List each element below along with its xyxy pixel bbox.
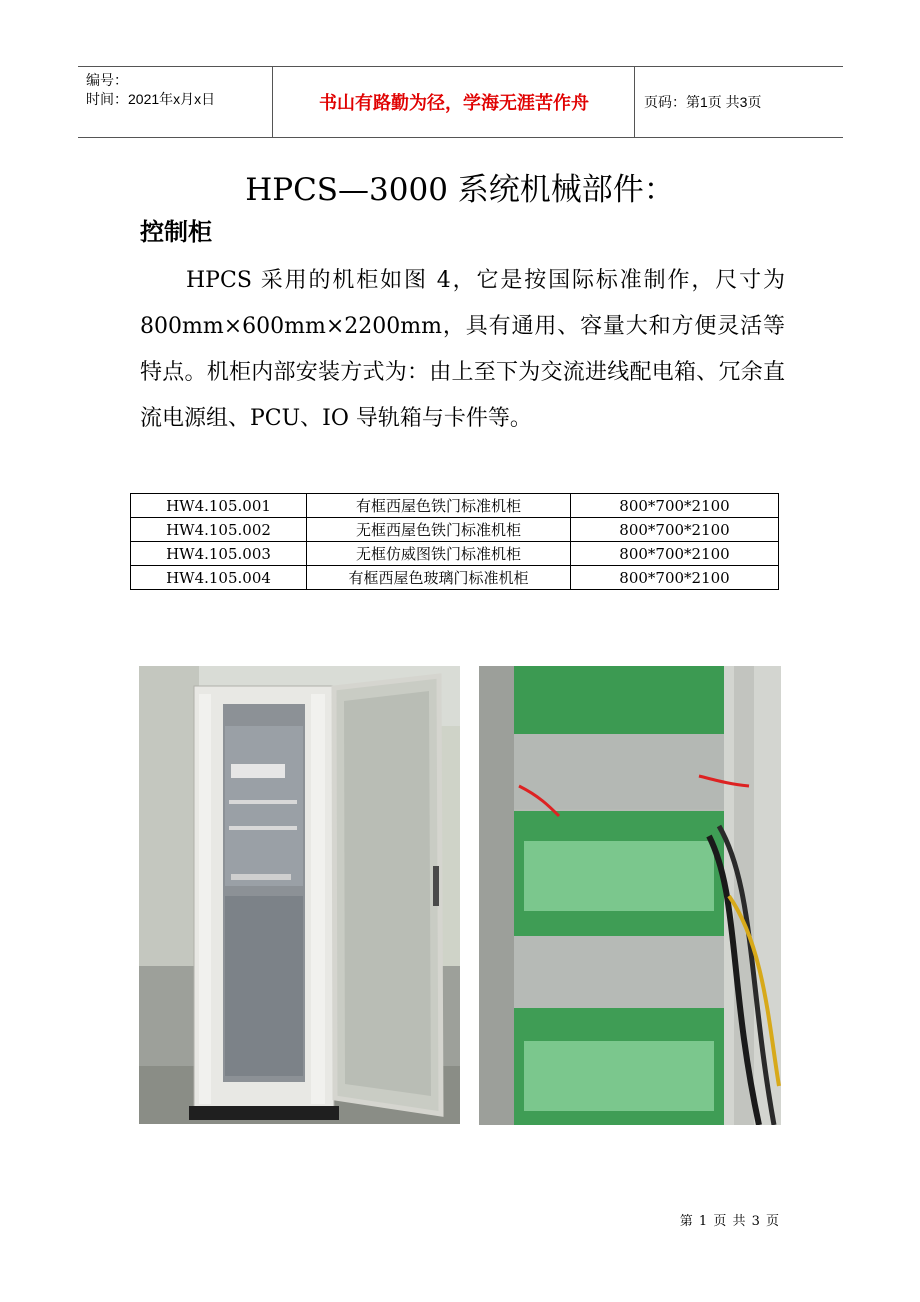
header-meta	[86, 71, 215, 109]
table-cell-model: HW4.105.002	[131, 518, 307, 542]
table-cell-model: HW4.105.004	[131, 566, 307, 590]
table-cell-description: 无框仿威图铁门标准机柜	[307, 542, 571, 566]
table-cell-size: 800*700*2100	[571, 566, 779, 590]
header-divider	[634, 67, 635, 137]
table-cell-size: 800*700*2100	[571, 494, 779, 518]
document-header	[78, 66, 843, 138]
cabinet-interior-photo	[479, 666, 781, 1125]
table-cell-size: 800*700*2100	[571, 518, 779, 542]
table-row	[131, 566, 779, 590]
table-row	[131, 494, 779, 518]
cabinet-photo	[139, 666, 460, 1124]
time-label: 时间：2021年x月x日	[86, 91, 216, 107]
table-cell-description: 无框西屋色铁门标准机柜	[307, 518, 571, 542]
table-cell-size: 800*700*2100	[571, 542, 779, 566]
section-heading: 控制柜	[140, 218, 212, 246]
table-cell-model: HW4.105.003	[131, 542, 307, 566]
cabinet-spec-table	[130, 493, 779, 590]
page-title: HPCS—3000 系统机械部件：	[245, 172, 675, 208]
body-paragraph: HPCS 采用的机柜如图 4，它是按国际标准制作，尺寸为 800mm×600mm×2200mm，具有通用、容量大和方便灵活等特点。机柜内部安装方式为：由上至下为交流进线配电箱、冗余直流电源组、PCU、IO 导轨箱与卡件等。	[140, 268, 785, 431]
header-motto: 书山有路勤为径，学海无涯苦作舟	[319, 93, 589, 114]
table-row	[131, 542, 779, 566]
table-cell-description: 有框西屋色铁门标准机柜	[307, 494, 571, 518]
table-cell-model: HW4.105.001	[131, 494, 307, 518]
page-footer: 第 1 页 共 3 页	[679, 1214, 780, 1229]
table-row	[131, 518, 779, 542]
header-divider	[272, 67, 273, 137]
header-page-info: 页码：第1页 共3页	[644, 94, 762, 110]
number-label: 编号：	[86, 72, 128, 88]
table-cell-description: 有框西屋色玻璃门标准机柜	[307, 566, 571, 590]
